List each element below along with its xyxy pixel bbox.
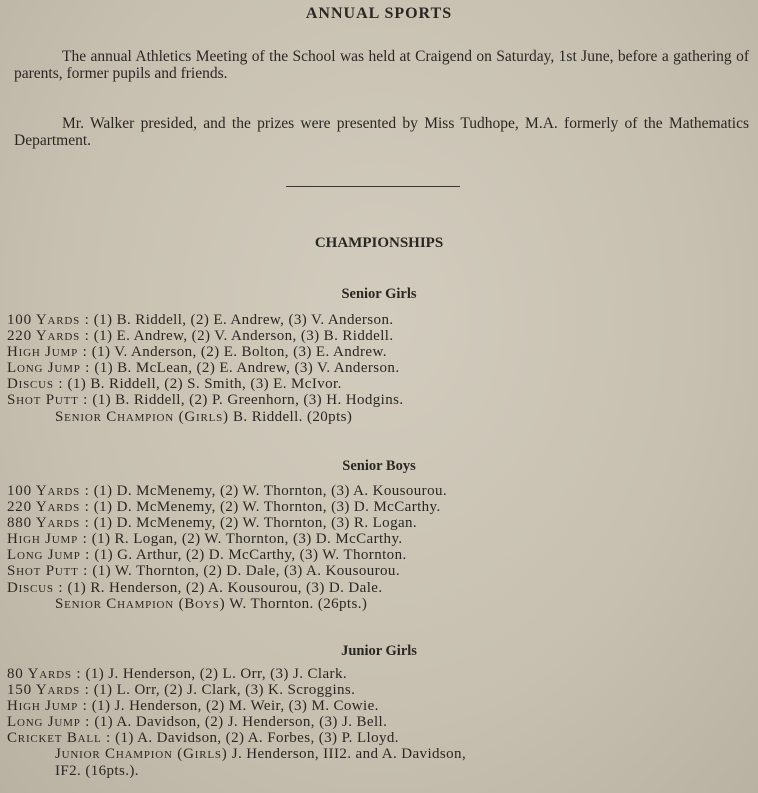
event-result: (1) V. Anderson, (2) E. Bolton, (3) E. Andrew. bbox=[91, 344, 387, 361]
section-heading-junior-girls: Junior Girls bbox=[341, 643, 417, 659]
result-line bbox=[7, 360, 755, 376]
champion-text: W. Thornton. (26pts.) bbox=[229, 595, 368, 612]
result-line bbox=[7, 392, 755, 408]
result-line bbox=[7, 682, 755, 698]
page-title: ANNUAL SPORTS bbox=[305, 5, 453, 22]
event-name: Shot Putt : bbox=[7, 563, 89, 580]
event-result: (1) L. Orr, (2) J. Clark, (3) K. Scroggins. bbox=[93, 682, 356, 699]
results-list-senior-girls bbox=[7, 312, 755, 425]
result-line bbox=[7, 483, 755, 499]
result-line bbox=[7, 515, 755, 531]
result-line bbox=[7, 666, 755, 682]
section-divider bbox=[286, 186, 460, 187]
event-name: 220 Yards : bbox=[7, 328, 90, 345]
event-result: (1) R. Logan, (2) W. Thornton, (3) D. McCarthy. bbox=[91, 531, 403, 548]
event-result: (1) J. Henderson, (2) M. Weir, (3) M. Cowie. bbox=[91, 698, 379, 715]
result-line bbox=[7, 531, 755, 547]
champion-label: Senior Champion (Boys) bbox=[55, 595, 226, 612]
result-line bbox=[7, 328, 755, 344]
event-result: (1) B. Riddell, (2) S. Smith, (3) E. McIvor. bbox=[67, 376, 342, 393]
event-result: (1) D. McMenemy, (2) W. Thornton, (3) A. Kousourou. bbox=[93, 483, 448, 499]
champion-text: IF2. (16pts.). bbox=[55, 762, 139, 779]
event-name: Discus : bbox=[7, 376, 64, 393]
result-line bbox=[7, 344, 755, 360]
event-result: (1) E. Andrew, (2) V. Anderson, (3) B. Riddell. bbox=[93, 328, 394, 345]
champion-label: Senior Champion (Girls) bbox=[55, 408, 229, 425]
champion-text: J. Henderson, III2. and A. Davidson, bbox=[231, 746, 467, 763]
event-result: (1) B. McLean, (2) E. Andrew, (3) V. Anderson. bbox=[94, 360, 400, 377]
champion-line-continued bbox=[7, 763, 755, 779]
result-line bbox=[7, 698, 755, 714]
event-name: Long Jump : bbox=[7, 360, 91, 377]
section-heading-senior-boys: Senior Boys bbox=[342, 458, 416, 474]
event-result: (1) W. Thornton, (2) D. Dale, (3) A. Kousourou. bbox=[92, 563, 400, 580]
event-result: (1) A. Davidson, (2) J. Henderson, (3) J. Bell. bbox=[94, 714, 388, 731]
event-name: 100 Yards : bbox=[7, 312, 90, 328]
intro-paragraph-2: Mr. Walker presided, and the prizes were presented by Miss Tudhope, M.A. formerly of the Mathematics Department. bbox=[14, 115, 749, 149]
event-result: (1) R. Henderson, (2) A. Kousourou, (3) D. Dale. bbox=[67, 579, 383, 596]
event-result: (1) G. Arthur, (2) D. McCarthy, (3) W. Thornton. bbox=[94, 547, 407, 564]
results-list-senior-boys bbox=[7, 483, 755, 612]
event-name: Discus : bbox=[7, 579, 64, 596]
result-line bbox=[7, 714, 755, 730]
event-name: 880 Yards : bbox=[7, 515, 90, 532]
event-name: Long Jump : bbox=[7, 547, 91, 564]
event-name: High Jump : bbox=[7, 344, 88, 361]
event-name: Long Jump : bbox=[7, 714, 91, 731]
event-result: (1) J. Henderson, (2) L. Orr, (3) J. Clark. bbox=[85, 666, 347, 682]
event-name: Cricket Ball : bbox=[7, 730, 111, 747]
result-line bbox=[7, 730, 755, 746]
champion-text: B. Riddell. (20pts) bbox=[233, 408, 353, 425]
championships-heading: CHAMPIONSHIPS bbox=[314, 235, 444, 251]
event-name: 150 Yards : bbox=[7, 682, 90, 699]
event-name: High Jump : bbox=[7, 698, 88, 715]
champion-label: Junior Champion (Girls) bbox=[55, 746, 228, 763]
results-list-junior-girls bbox=[7, 666, 755, 779]
result-line bbox=[7, 499, 755, 515]
result-line bbox=[7, 376, 755, 392]
event-name: High Jump : bbox=[7, 531, 88, 548]
event-result: (1) B. Riddell, (2) E. Andrew, (3) V. Anderson. bbox=[93, 312, 394, 328]
result-line bbox=[7, 312, 755, 328]
champion-line bbox=[7, 409, 755, 425]
result-line bbox=[7, 547, 755, 563]
event-name: 100 Yards : bbox=[7, 483, 90, 499]
event-name: Shot Putt : bbox=[7, 392, 89, 409]
event-result: (1) D. McMenemy, (2) W. Thornton, (3) D. McCarthy. bbox=[93, 499, 441, 516]
event-result: (1) B. Riddell, (2) P. Greenhorn, (3) H. Hodgins. bbox=[92, 392, 404, 409]
event-result: (1) A. Davidson, (2) A. Forbes, (3) P. Lloyd. bbox=[115, 730, 399, 747]
event-name: 220 Yards : bbox=[7, 499, 90, 516]
result-line bbox=[7, 563, 755, 579]
champion-line bbox=[7, 596, 755, 612]
event-result: (1) D. McMenemy, (2) W. Thornton, (3) R. Logan. bbox=[93, 515, 418, 532]
result-line bbox=[7, 580, 755, 596]
intro-paragraph-1: The annual Athletics Meeting of the School was held at Craigend on Saturday, 1st June, before a gathering of parents, former pupils and friends. bbox=[14, 48, 749, 82]
champion-line bbox=[7, 746, 755, 762]
section-heading-senior-girls: Senior Girls bbox=[341, 286, 417, 302]
event-name: 80 Yards : bbox=[7, 666, 82, 682]
